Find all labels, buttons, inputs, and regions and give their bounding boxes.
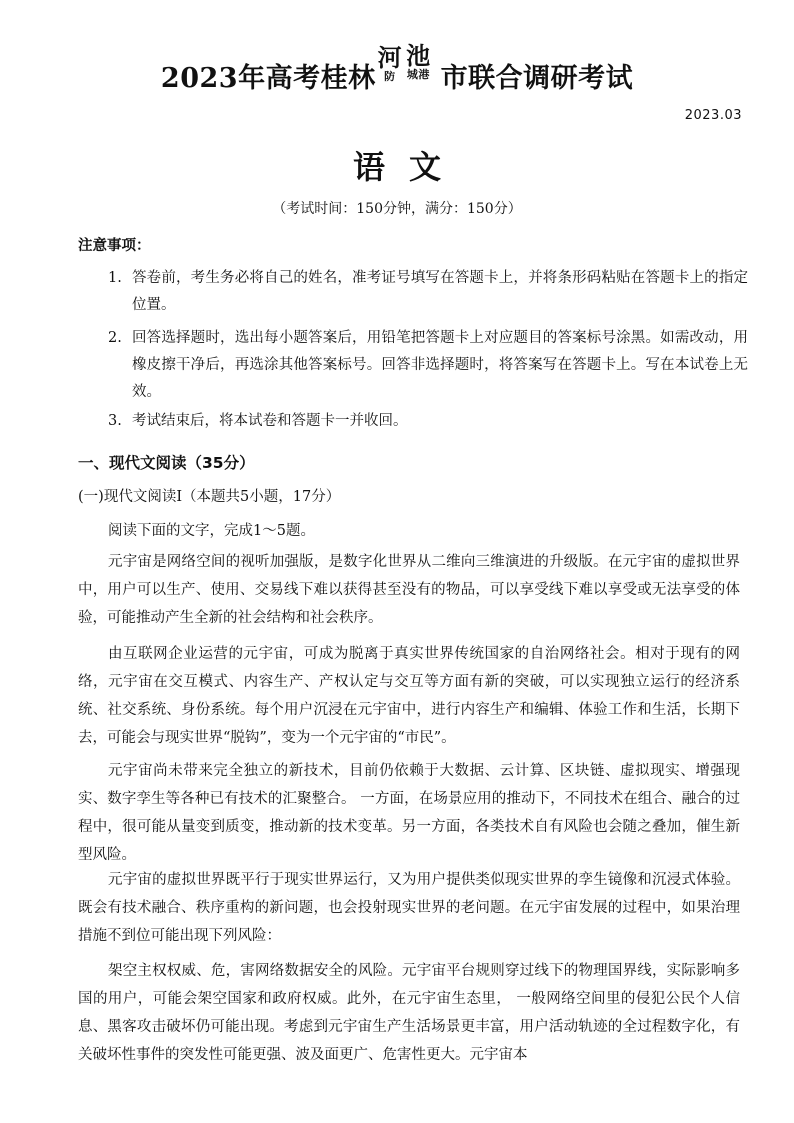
city1-stack — [377, 43, 403, 83]
title-suffix: 市联合调研考试 — [440, 63, 634, 94]
city2-stack — [406, 41, 431, 81]
notice-item-number: 1. — [108, 270, 122, 286]
reading-instruction: 阅读下面的文字，完成1～5题。 — [108, 523, 315, 539]
title-prefix: 2023年高考桂林 — [160, 63, 376, 94]
exam-title — [0, 40, 794, 96]
city2-top: 池 — [406, 41, 431, 70]
subsection-heading: (一)现代文阅读Ⅰ（本题共5小题，17分） — [78, 489, 341, 505]
reading-paragraph: 元宇宙的虚拟世界既平行于现实世界运行，又为用户提供类似现实世界的孪生镜像和沉浸式体验。既会有技术融合、秩序重构的新问题，也会投射现实世界的老问题。在元宇宙发展的过程中，如果治理措施不到位可能出现下列风险： — [78, 872, 740, 944]
notice-item — [108, 265, 748, 319]
city1-top: 河 — [377, 43, 403, 72]
reading-paragraph: 架空主权权威、危，害网络数据安全的风险。元宇宙平台规则穿过线下的物理国界线，实际影响多国的用户，可能会架空国家和政府权威。此外，在元宇宙生态里， 一般网络空间里的侵犯公民个人信息、黑客攻击破坏仍可能出现。考虑到元宇宙生产生活场景更丰富，用户活动轨迹的全过程数字化，有关破坏性事件的突发性可能更强、波及面更广、危害性更大。元宇宙本 — [78, 963, 740, 1063]
reading-paragraph: 由互联网企业运营的元宇宙，可成为脱离于真实世界传统国家的自治网络社会。相对于现有的网络，元宇宙在交互模式、内容生产、产权认定与交互等方面有新的突破，可以实现独立运行的经济系统、社交系统、身份系统。每个用户沉浸在元宇宙中，进行内容生产和编辑、体验工作和生活，长期下去，可能会与现实世界“脱钩”，变为一个元宇宙的“市民”。 — [78, 646, 740, 746]
notice-item-text: 回答选择题时，选出每小题答案后，用铅笔把答题卡上对应题目的答案标号涂黑。如需改动，用橡皮擦干净后，再选涂其他答案标号。回答非选择题时，将答案写在答题卡上。写在本试卷上无效。 — [132, 330, 748, 400]
notice-item-number: 3. — [108, 413, 122, 429]
notice-item-text: 答卷前，考生务必将自己的姓名，准考证号填写在答题卡上，并将条形码粘贴在答题卡上的指定位置。 — [132, 270, 748, 313]
city-stack — [377, 41, 431, 96]
city2-bottom: 城港 — [406, 68, 430, 81]
exam-time-info: （考试时间：150分钟，满分：150分） — [272, 201, 522, 217]
notice-item-text: 考试结束后，将本试卷和答题卡一并收回。 — [132, 413, 408, 429]
exam-date: 2023.03 — [684, 108, 742, 123]
reading-paragraph: 元宇宙是网络空间的视听加强版，是数字化世界从二维向三维演进的升级版。在元宇宙的虚拟世界中，用户可以生产、使用、交易线下难以获得甚至没有的物品，可以享受线下难以享受或无法享受的体验，可能推动产生全新的社会结构和社会秩序。 — [78, 554, 740, 626]
notice-item-number: 2. — [108, 330, 122, 346]
city1-bottom: 防 — [384, 70, 396, 83]
section-heading: 一、现代文阅读（35分） — [78, 454, 255, 472]
notice-heading: 注意事项： — [78, 238, 151, 254]
notice-item — [108, 408, 748, 435]
subject-title: 语文 — [352, 148, 465, 186]
notice-item — [108, 325, 748, 406]
reading-paragraph: 元宇宙尚未带来完全独立的新技术，目前仍依赖于大数据、云计算、区块链、虚拟现实、增强现实、数字孪生等各种已有技术的汇聚整合。 一方面，在场景应用的推动下，不同技术在组合、融合的过程中，很可能从量变到质变，推动新的技术变革。另一方面，各类技术自有风险也会随之叠加，催生新型风险。 — [78, 763, 740, 863]
